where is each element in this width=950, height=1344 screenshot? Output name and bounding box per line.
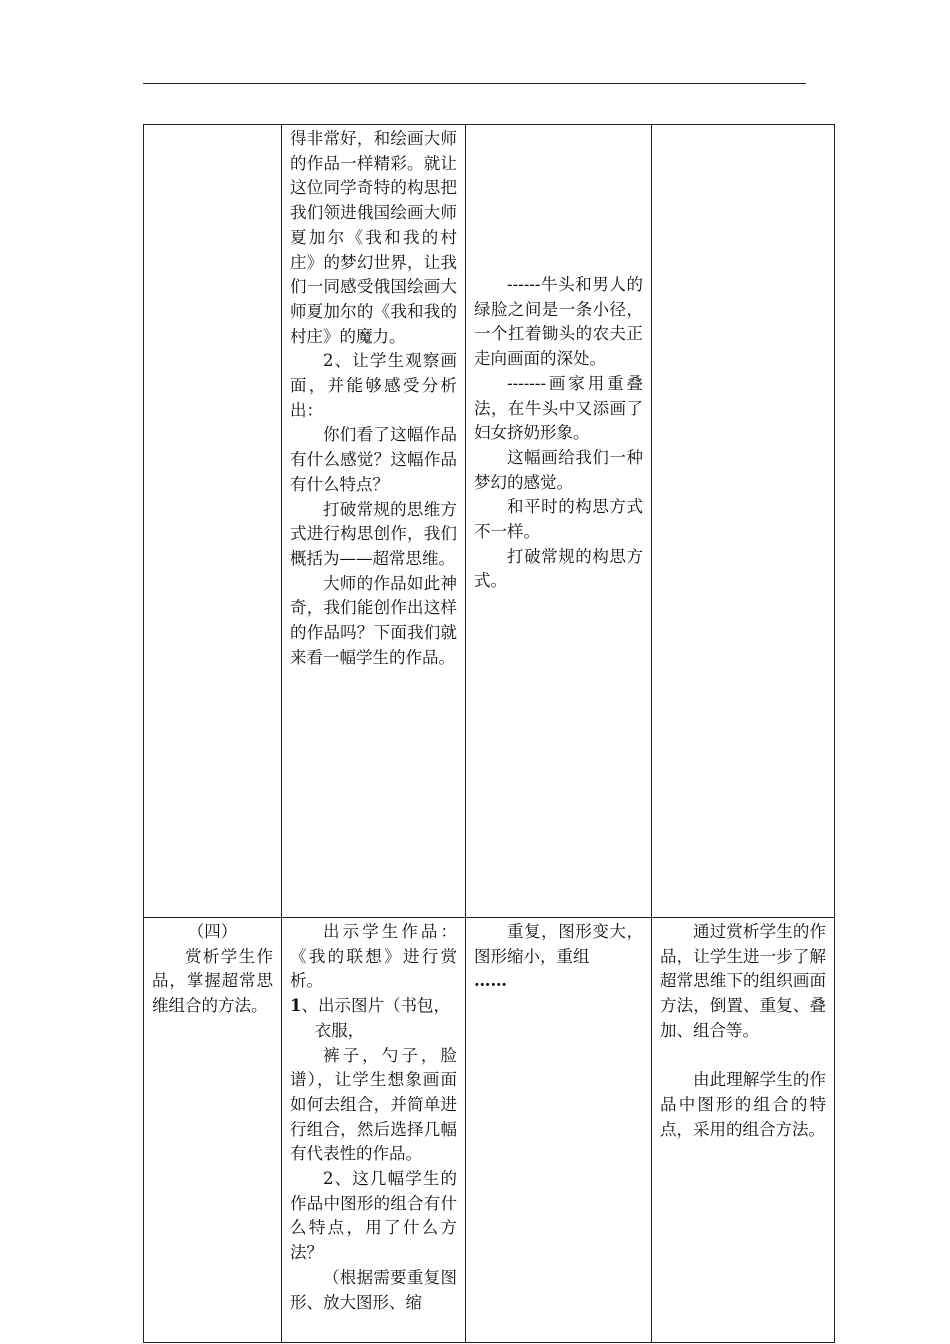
paragraph: 2、让学生观察画面，并能够感受分析出： <box>290 351 457 420</box>
stage-number: （四） <box>187 922 238 941</box>
cell-design-intent <box>652 125 835 918</box>
paragraph: （根据需要重复图形、放大图形、缩 <box>290 1267 457 1312</box>
cell-stage <box>144 125 282 918</box>
paragraph: 出示学生作品：《我的联想》进行赏析。 <box>290 922 457 991</box>
paragraph: 重复，图形变大，图形缩小，重组 <box>474 922 643 966</box>
paragraph: 由此理解学生的作品中图形的组合的特点，采用的组合方法。 <box>660 1070 826 1139</box>
paragraph: 和平时的构思方式不一样。 <box>474 497 643 542</box>
paragraph: 你们看了这幅作品有什么感觉？这幅作品有什么特点？ <box>290 425 457 494</box>
paragraph: -------画家用重叠法，在牛头中又添画了妇女挤奶形象。 <box>474 373 643 443</box>
list-text: 、出示图片（书包， <box>301 996 450 1016</box>
cell-design-intent <box>652 918 835 1343</box>
table-row <box>144 918 835 1343</box>
cell-teacher-activity <box>282 125 466 918</box>
paragraph: 大师的作品如此神奇，我们能创作出这样的作品吗？下面我们就来看一幅学生的作品。 <box>290 573 457 667</box>
blank-line <box>660 1044 826 1069</box>
paragraph: 打破常规的构思方式。 <box>474 546 643 591</box>
stage-title: 赏析学生作品，掌握超常思维组合的方法。 <box>152 946 273 1016</box>
list-number: 1 <box>290 996 302 1016</box>
cell-student-activity <box>466 918 652 1343</box>
header-rule <box>143 83 806 84</box>
paragraph: 打破常规的思维方式进行构思创作，我们概括为——超常思维。 <box>290 499 457 568</box>
paragraph: …… <box>474 971 507 991</box>
paragraph: 通过赏析学生的作品，让学生进一步了解超常思维下的组织画面方法，倒置、重复、叠加、组合等。 <box>660 922 826 1040</box>
paragraph: 得非常好，和绘画大师的作品一样精彩。就让这位同学奇特的构思把我们领进俄国绘画大师夏加尔《我和我的村庄》的梦幻世界，让我们一同感受俄国绘画大师夏加尔的《我和我的村庄》的魔力。 <box>290 129 457 346</box>
cell-teacher-activity <box>282 918 466 1343</box>
paragraph: 2、这几幅学生的作品中图形的组合有什么特点，用了什么方法？ <box>290 1169 457 1263</box>
paragraph: 这幅画给我们一种梦幻的感觉。 <box>474 447 643 492</box>
cell-stage <box>144 918 282 1343</box>
cell-student-activity <box>466 125 652 918</box>
paragraph: 裤子，勺子，脸谱），让学生想象画面如何去组合，并简单进行组合，然后选择几幅有代表性的作品。 <box>290 1045 457 1164</box>
paragraph: 衣服， <box>314 1020 365 1040</box>
paragraph: ------牛头和男人的绿脸之间是一条小径，一个扛着锄头的农夫正走向画面的深处。 <box>474 275 643 369</box>
table-row <box>144 125 835 918</box>
lesson-plan-table <box>143 124 835 1343</box>
paragraph <box>290 994 457 1019</box>
